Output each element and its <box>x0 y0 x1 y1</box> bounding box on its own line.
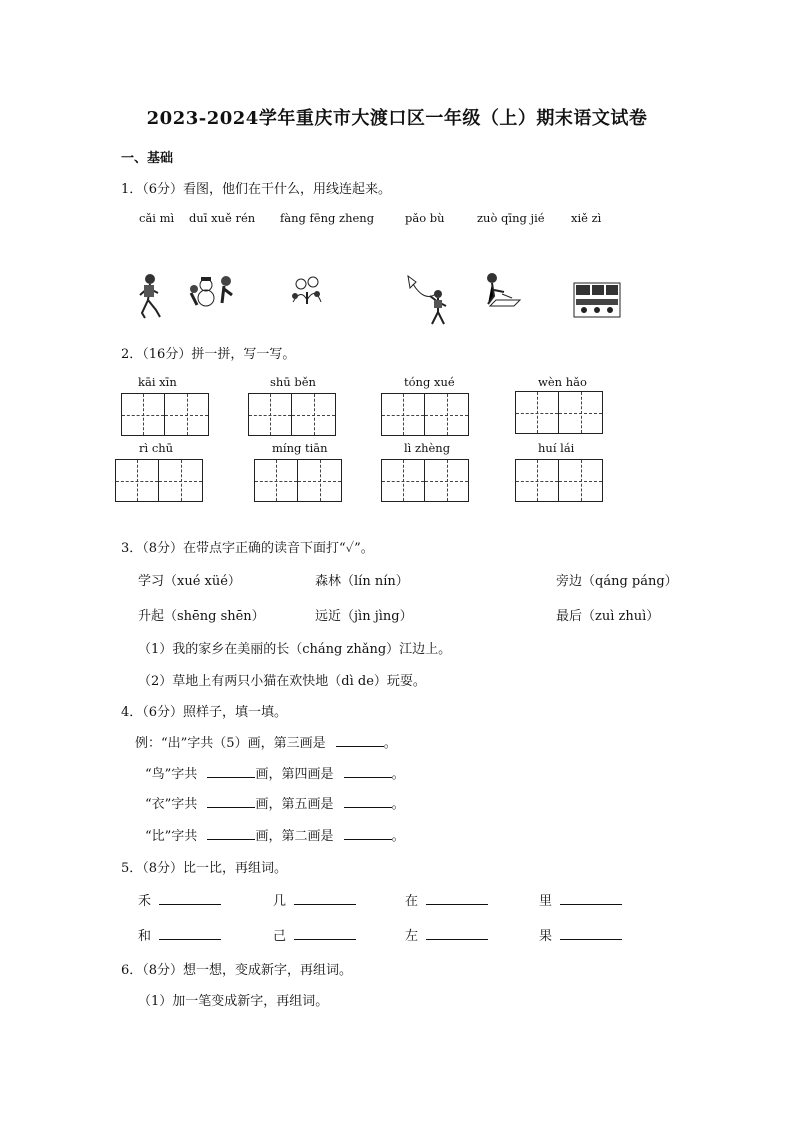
q3-item-shengqi: 升起（shēng shēn） <box>138 609 265 624</box>
q1-pinyin-1: cǎi mì <box>139 211 175 225</box>
q2-pinyin-huilai: huí lái <box>538 441 575 455</box>
kite-flying-picture <box>404 272 452 326</box>
word-blank[interactable] <box>426 904 488 905</box>
q5-pair-ji <box>273 890 356 909</box>
writing-grid-lizheng[interactable] <box>381 459 469 502</box>
q2-pinyin-lizheng: lì zhèng <box>404 441 451 455</box>
q4-period: 。 <box>391 767 405 782</box>
stroke-count-blank[interactable] <box>207 777 255 778</box>
q5-char: 己 <box>273 929 287 944</box>
q5-pair-he <box>138 890 221 909</box>
q4-row-yi <box>145 793 405 812</box>
q4-row-label: “鸟”字共 <box>145 767 198 782</box>
q3-item-xuexi: 学习（xué xüé） <box>138 574 241 589</box>
q4-example-text: 例：“出”字共（5）画，第三画是 <box>135 736 326 751</box>
q1-pinyin-4: pǎo bù <box>405 211 445 225</box>
q4-row-text: 画，第四画是 <box>255 767 334 782</box>
q5-char: 左 <box>405 929 419 944</box>
word-blank[interactable] <box>294 939 356 940</box>
writing-grid-huilai[interactable] <box>515 459 603 502</box>
writing-picture <box>572 281 622 319</box>
q5-char: 里 <box>539 894 553 909</box>
snowman-children-picture <box>188 271 236 307</box>
q5-pair-he2 <box>138 925 221 944</box>
q5-pair-li <box>539 890 622 909</box>
q2-pinyin-tongxue: tóng xué <box>404 375 455 389</box>
word-blank[interactable] <box>159 904 221 905</box>
writing-grid-richu[interactable] <box>115 459 203 502</box>
q3-item-zuihou: 最后（zuì zhuì） <box>556 609 660 624</box>
q4-stem: 4．（6分）照样子，填一填。 <box>121 705 288 720</box>
q2-pinyin-kaixin: kāi xīn <box>138 375 177 389</box>
q5-pair-guo <box>539 925 622 944</box>
q5-char: 和 <box>138 929 152 944</box>
picking-honey-picture <box>287 272 327 306</box>
q3-sub-2: （2）草地上有两只小猫在欢快地（dì de）玩耍。 <box>138 674 426 689</box>
q5-char: 几 <box>273 894 287 909</box>
q2-pinyin-richu: rì chū <box>139 441 174 455</box>
q4-row-text: 画，第五画是 <box>255 797 334 812</box>
q1-pinyin-2: duī xuě rén <box>189 211 256 225</box>
writing-grid-shuben[interactable] <box>248 393 336 436</box>
q5-pair-ji2 <box>273 925 356 944</box>
stroke-count-blank[interactable] <box>207 839 255 840</box>
q6-sub-1: （1）加一笔变成新字，再组词。 <box>138 994 329 1009</box>
q4-row-label: “比”字共 <box>145 829 198 844</box>
writing-grid-wenhao[interactable] <box>515 391 603 434</box>
q2-pinyin-mingtian: míng tiān <box>272 441 328 455</box>
q3-item-yuanjin: 远近（jìn jìng） <box>315 609 413 624</box>
cleaning-picture <box>478 270 522 308</box>
writing-grid-mingtian[interactable] <box>254 459 342 502</box>
q5-pair-zuo <box>405 925 488 944</box>
stroke-count-blank[interactable] <box>207 807 255 808</box>
q5-char: 果 <box>539 929 553 944</box>
q4-row-text: 画，第二画是 <box>255 829 334 844</box>
q1-stem: 1．（6分）看图，他们在干什么，用线连起来。 <box>121 182 392 197</box>
q4-example <box>135 732 397 751</box>
q3-item-senlin: 森林（lín nín） <box>315 574 409 589</box>
q5-pair-zai <box>405 890 488 909</box>
writing-grid-kaixin[interactable] <box>121 393 209 436</box>
q1-pinyin-5: zuò qīng jié <box>477 211 545 225</box>
q3-stem: 3．（8分）在带点字正确的读音下面打“✓”。 <box>121 541 374 556</box>
q5-stem: 5．（8分）比一比，再组词。 <box>121 861 288 876</box>
q3-item-pangbian: 旁边（qáng páng） <box>556 574 678 589</box>
q4-period: 。 <box>391 797 405 812</box>
q2-pinyin-shuben: shū běn <box>270 375 316 389</box>
q5-char: 禾 <box>138 894 152 909</box>
word-blank[interactable] <box>159 939 221 940</box>
page-title: 2023-2024学年重庆市大渡口区一年级（上）期末语文试卷 <box>146 108 648 129</box>
q1-pinyin-3: fàng fēng zheng <box>280 211 375 225</box>
q4-row-niao <box>145 763 405 782</box>
word-blank[interactable] <box>560 904 622 905</box>
stroke-blank[interactable] <box>344 807 392 808</box>
q4-period: 。 <box>391 829 405 844</box>
section-heading: 一、基础 <box>121 151 174 166</box>
word-blank[interactable] <box>560 939 622 940</box>
q3-sub-1: （1）我的家乡在美丽的长（cháng zhǎng）江边上。 <box>138 642 452 657</box>
q2-stem: 2．（16分）拼一拼，写一写。 <box>121 347 296 362</box>
stroke-blank[interactable] <box>344 777 392 778</box>
q4-row-bi <box>145 825 405 844</box>
q1-pinyin-6: xiě zì <box>571 211 602 225</box>
writing-grid-tongxue[interactable] <box>381 393 469 436</box>
word-blank[interactable] <box>426 939 488 940</box>
q4-period: 。 <box>383 736 397 751</box>
q4-example-blank <box>336 746 384 747</box>
q6-stem: 6．（8分）想一想，变成新字，再组词。 <box>121 963 353 978</box>
word-blank[interactable] <box>294 904 356 905</box>
q2-pinyin-wenhao: wèn hǎo <box>538 375 587 389</box>
stroke-blank[interactable] <box>344 839 392 840</box>
q4-row-label: “衣”字共 <box>145 797 198 812</box>
running-boy-picture <box>136 273 164 321</box>
q5-char: 在 <box>405 894 419 909</box>
